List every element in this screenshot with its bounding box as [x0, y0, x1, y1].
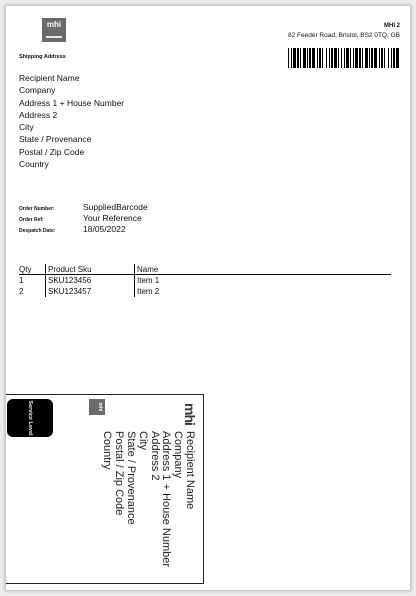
logo-text: mhi: [97, 402, 103, 412]
address-line: State / Provenance: [125, 431, 138, 525]
address-line: Country: [19, 159, 49, 170]
address-line: City: [19, 122, 34, 133]
address-line: Company: [172, 431, 185, 479]
address-line: Address 1 + House Number: [160, 431, 173, 568]
cell-sku: SKU123457: [45, 286, 134, 297]
header-qty: Qty: [19, 265, 32, 274]
cell-sku: SKU123456: [45, 275, 134, 286]
items-table: [19, 264, 391, 297]
cell-qty: 1: [19, 276, 24, 285]
shipping-label-page: [5, 5, 411, 591]
table-row: [19, 286, 391, 297]
rotated-recipient-address: [101, 431, 195, 567]
header-name: Name: [134, 264, 391, 274]
items-table-header: [19, 264, 391, 275]
barcode-bar: [399, 48, 400, 68]
address-line: Recipient Name: [19, 73, 80, 83]
address-line: Recipient Name: [184, 431, 196, 510]
order-number-label: Order Number:: [19, 206, 55, 212]
order-ref-value: Your Reference: [83, 213, 142, 223]
recipient-address: [19, 72, 124, 170]
address-line: Address 2: [148, 431, 161, 481]
address-line: Company: [19, 85, 56, 96]
despatch-date-row: [19, 224, 148, 235]
order-ref-label: Order Ref:: [19, 217, 44, 223]
brand-wordmark: mhi: [182, 403, 198, 425]
cell-name: Item 1: [134, 275, 391, 286]
cell-qty: 2: [19, 287, 24, 296]
shipping-address-label: Shipping Address: [19, 54, 66, 60]
mhi-logo: [42, 18, 66, 42]
order-number-value: SuppliedBarcode: [83, 202, 148, 212]
sender-address: 82 Feeder Road, Bristol, BS2 0TQ, GB: [288, 32, 400, 39]
order-details: [19, 202, 148, 235]
address-line: Address 1 + House Number: [19, 97, 125, 108]
logo-text: mhi: [46, 20, 62, 29]
address-line: State / Provenance: [19, 134, 92, 145]
despatch-date-label: Despatch Date:: [19, 228, 56, 234]
address-line: Address 2: [19, 109, 58, 120]
order-ref-row: [19, 213, 148, 224]
cell-name: Item 2: [134, 286, 391, 297]
top-barcode: [288, 48, 400, 68]
mhi-logo-small: [89, 399, 105, 415]
address-panel: [5, 394, 204, 584]
address-line: Postal / Zip Code: [19, 146, 85, 157]
service-level-badge: Service Level: [7, 399, 53, 437]
table-row: [19, 275, 391, 286]
address-line: Country: [101, 431, 114, 470]
address-line: City: [136, 431, 149, 450]
despatch-date-value: 18/05/2022: [83, 224, 126, 234]
header-sku: Product Sku: [45, 264, 134, 274]
sender-name: MHI 2: [383, 23, 400, 29]
order-number-row: [19, 202, 148, 213]
address-line: Postal / Zip Code: [113, 431, 126, 516]
rotated-carrier-label: [5, 394, 204, 591]
